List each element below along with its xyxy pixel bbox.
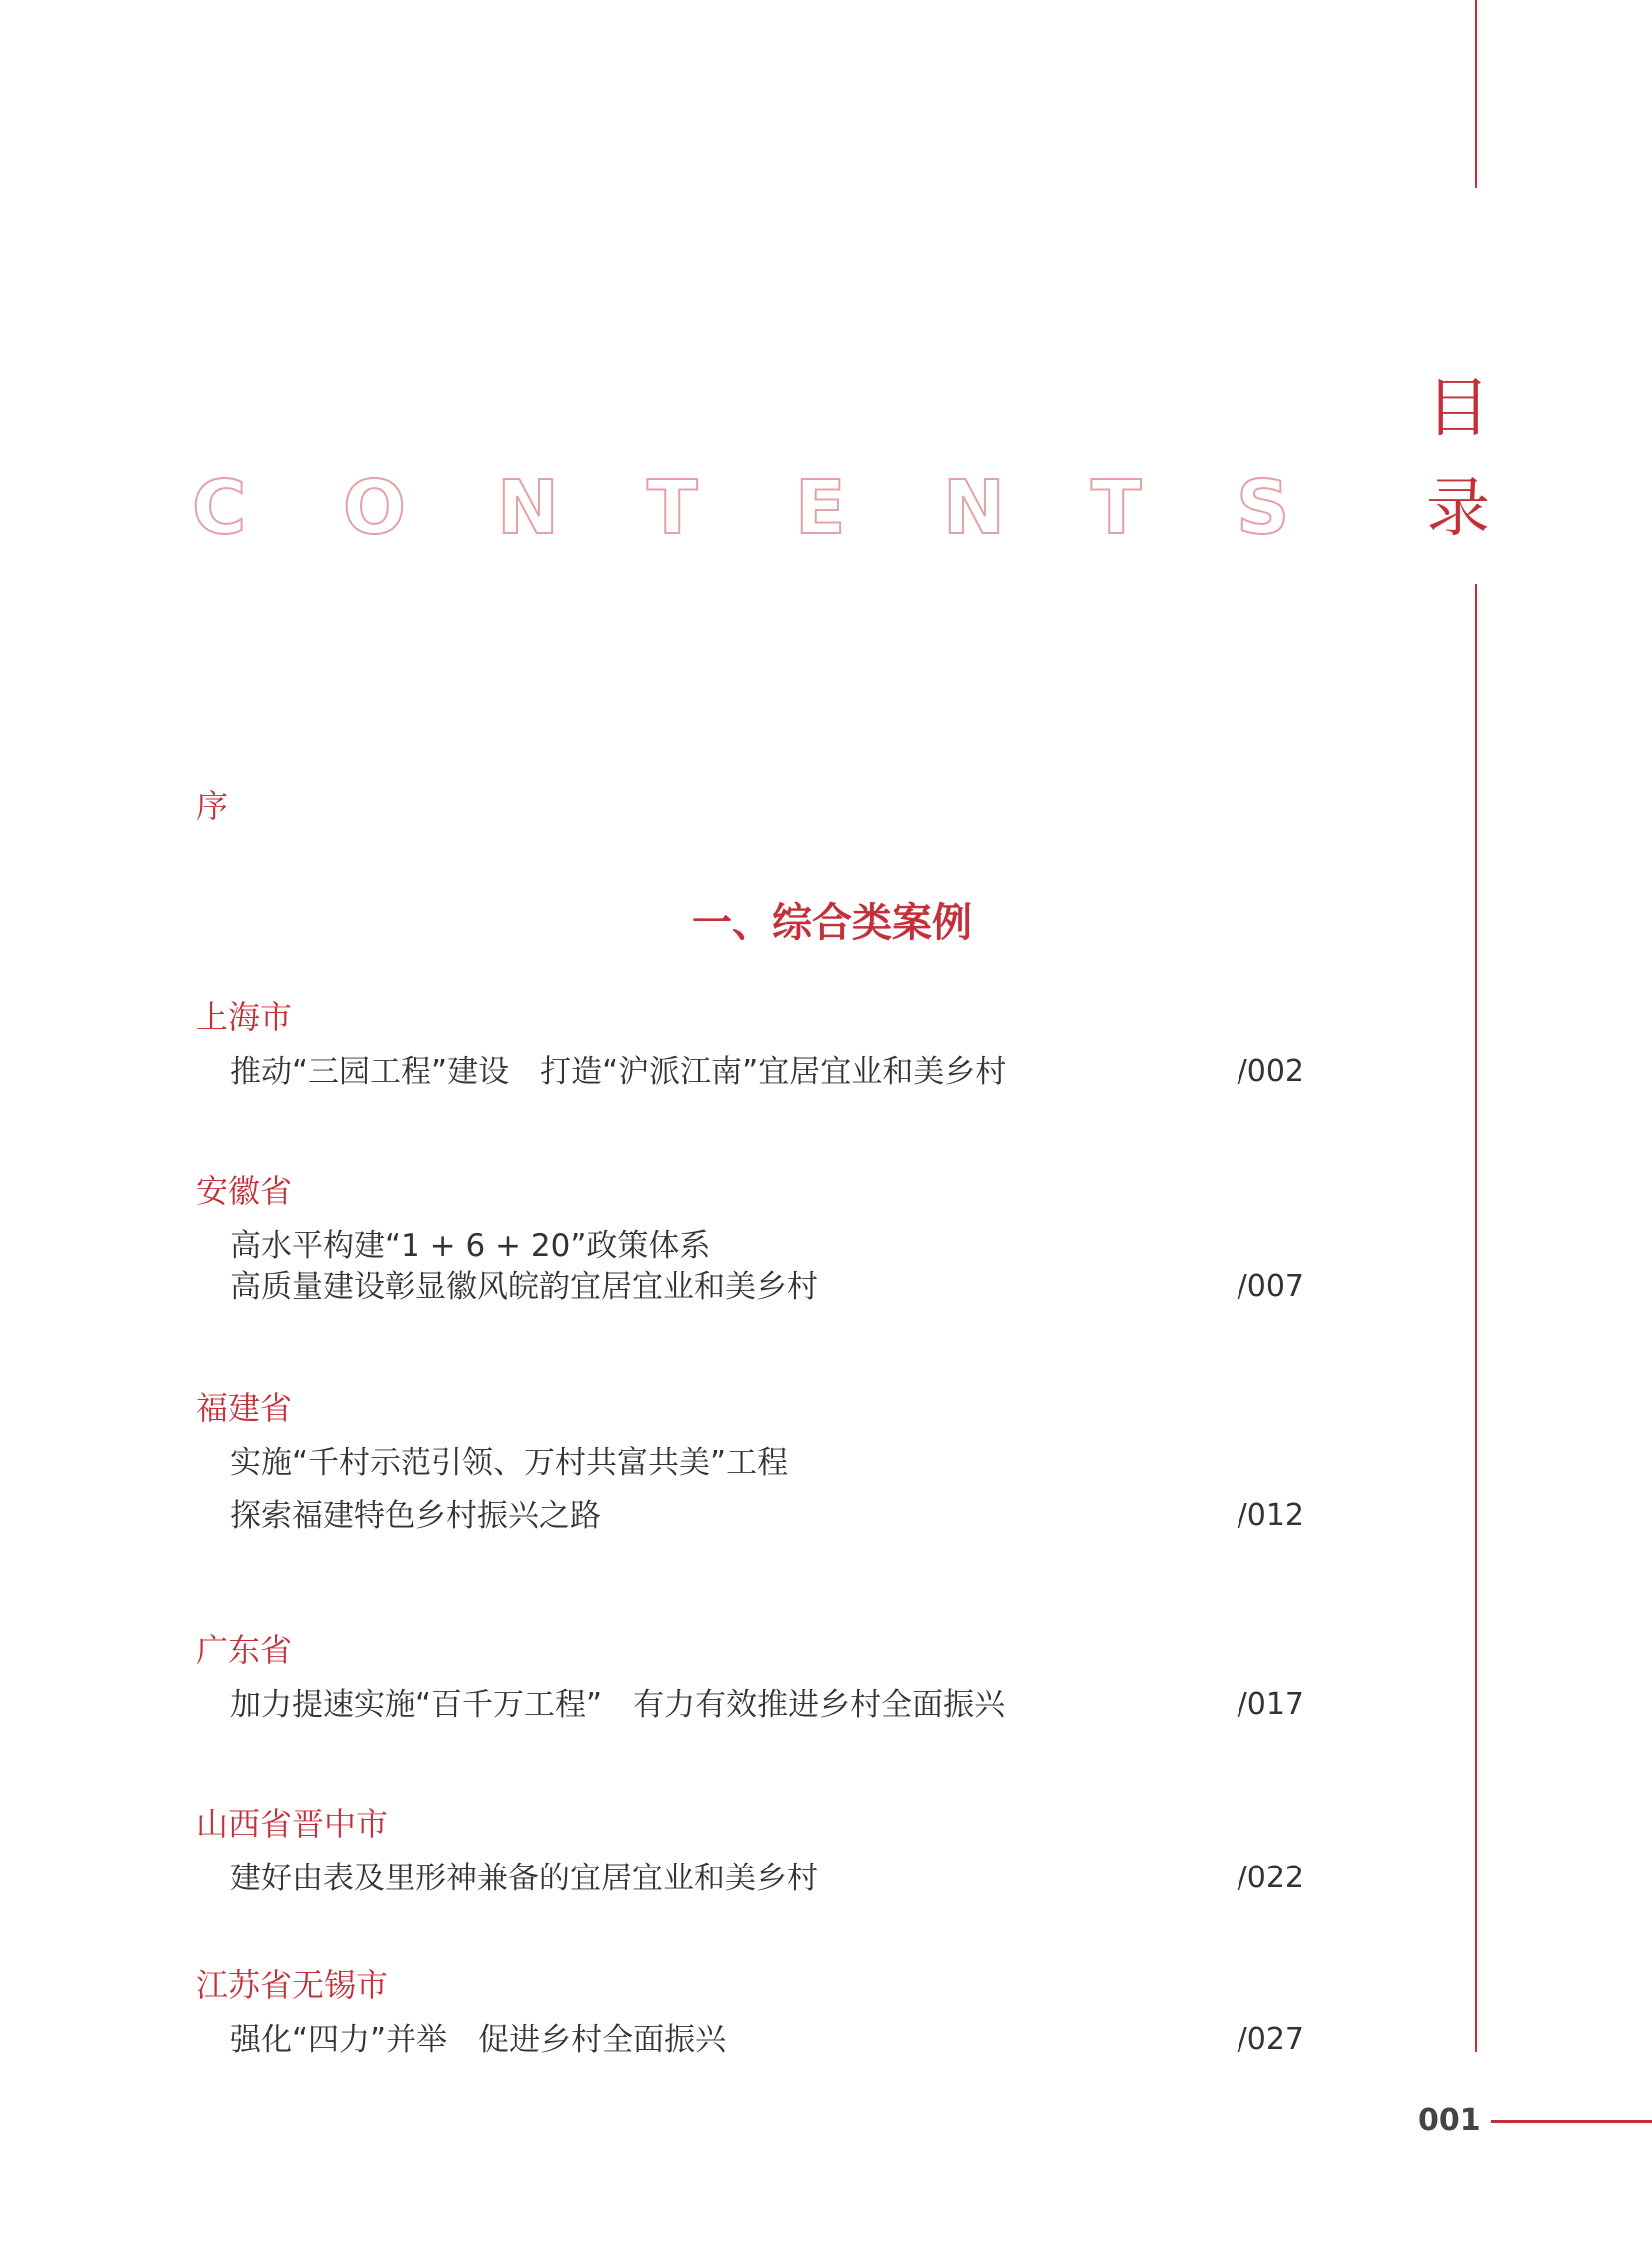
contents-letter: N bbox=[943, 465, 1005, 551]
toc-item-page: /002 bbox=[1237, 1054, 1304, 1089]
toc-item-page: /017 bbox=[1237, 1687, 1304, 1722]
toc-item-page: /027 bbox=[1237, 2022, 1304, 2057]
toc-item[interactable] bbox=[230, 1226, 1304, 1266]
toc-item-title: 高水平构建“1 + 6 + 20”政策体系 bbox=[230, 1228, 711, 1264]
toc-item[interactable] bbox=[230, 1685, 1304, 1725]
region-heading: 广东省 bbox=[196, 1631, 293, 1669]
toc-item[interactable] bbox=[230, 1859, 1304, 1898]
region-heading: 安徽省 bbox=[196, 1172, 293, 1210]
region-heading: 上海市 bbox=[196, 998, 293, 1036]
toc-entry bbox=[196, 1171, 1304, 1305]
preface-link[interactable]: 序 bbox=[196, 787, 229, 825]
contents-letter: C bbox=[192, 465, 247, 551]
toc-item-page: /007 bbox=[1237, 1269, 1304, 1304]
title-char-2: 录 bbox=[1426, 472, 1490, 546]
toc-entry bbox=[196, 1965, 1304, 2058]
toc-item[interactable] bbox=[230, 2020, 1304, 2060]
toc-item[interactable] bbox=[230, 1443, 1304, 1483]
region-heading: 江苏省无锡市 bbox=[196, 1966, 389, 2004]
vertical-rule-bottom bbox=[1475, 584, 1477, 2052]
toc-item-title: 建好由表及里形神兼备的宜居宜业和美乡村 bbox=[230, 1861, 818, 1896]
toc-item-page: /012 bbox=[1237, 1498, 1304, 1533]
vertical-rule-top bbox=[1475, 0, 1477, 188]
toc-item-title: 高质量建设彰显徽风皖韵宜居宜业和美乡村 bbox=[230, 1269, 818, 1305]
toc-entry bbox=[196, 997, 1304, 1090]
toc-item-title: 探索福建特色乡村振兴之路 bbox=[230, 1498, 601, 1534]
toc-item[interactable] bbox=[230, 1267, 1304, 1307]
contents-letter: T bbox=[1091, 465, 1142, 551]
contents-letter: O bbox=[343, 465, 406, 551]
footer-rule bbox=[1491, 2120, 1652, 2123]
toc-entry bbox=[196, 1804, 1304, 1896]
contents-letter: S bbox=[1237, 465, 1290, 551]
section-title: 一、综合类案例 bbox=[692, 900, 972, 946]
contents-letter: E bbox=[795, 465, 846, 551]
toc-item-title: 强化“四力”并举 促进乡村全面振兴 bbox=[230, 2022, 727, 2058]
toc-entry bbox=[196, 1630, 1304, 1723]
toc-item-title: 推动“三园工程”建设 打造“沪派江南”宜居宜业和美乡村 bbox=[230, 1054, 1007, 1090]
region-heading: 福建省 bbox=[196, 1389, 293, 1427]
contents-letter: T bbox=[647, 465, 698, 551]
contents-letter: N bbox=[497, 465, 559, 551]
toc-item[interactable] bbox=[230, 1496, 1304, 1536]
toc-entry bbox=[196, 1388, 1304, 1534]
title-char-1: 目 bbox=[1426, 373, 1490, 446]
toc-item[interactable] bbox=[230, 1052, 1304, 1092]
page-number: 001 bbox=[1418, 2103, 1481, 2138]
toc-item-page: /022 bbox=[1237, 1861, 1304, 1895]
region-heading: 山西省晋中市 bbox=[196, 1805, 389, 1843]
toc-item-title: 实施“千村示范引领、万村共富共美”工程 bbox=[230, 1445, 789, 1481]
toc-item-title: 加力提速实施“百千万工程” 有力有效推进乡村全面振兴 bbox=[230, 1687, 1006, 1723]
